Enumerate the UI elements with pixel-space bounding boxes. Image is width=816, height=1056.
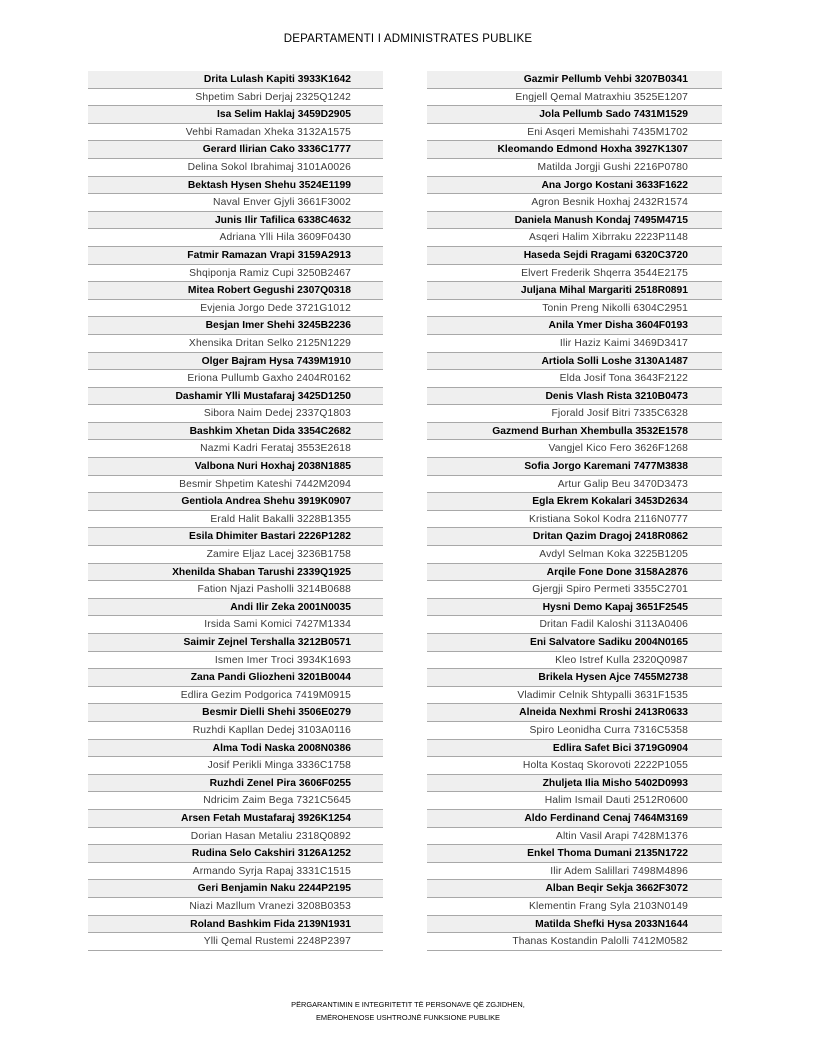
list-item: Altin Vasil Arapi 7428M1376 <box>427 828 722 846</box>
list-item: Irsida Sami Komici 7427M1334 <box>88 616 383 634</box>
list-item: Vladimir Celnik Shtypalli 3631F1535 <box>427 687 722 705</box>
list-item: Drita Lulash Kapiti 3933K1642 <box>88 71 383 89</box>
list-item: Mitea Robert Gegushi 2307Q0318 <box>88 282 383 300</box>
list-item: Sibora Naim Dedej 2337Q1803 <box>88 405 383 423</box>
list-item: Dashamir Ylli Mustafaraj 3425D1250 <box>88 388 383 406</box>
list-item: Matilda Jorgji Gushi 2216P0780 <box>427 159 722 177</box>
list-item: Gazmir Pellumb Vehbi 3207B0341 <box>427 71 722 89</box>
list-item: Fation Njazi Pasholli 3214B0688 <box>88 581 383 599</box>
list-item: Asqeri Halim Xibrraku 2223P1148 <box>427 229 722 247</box>
list-item: Edlira Gezim Podgorica 7419M0915 <box>88 687 383 705</box>
list-item: Elda Josif Tona 3643F2122 <box>427 370 722 388</box>
list-item: Xhenilda Shaban Tarushi 2339Q1925 <box>88 564 383 582</box>
list-item: Anila Ymer Disha 3604F0193 <box>427 317 722 335</box>
list-item: Alban Beqir Sekja 3662F3072 <box>427 880 722 898</box>
list-item: Sofia Jorgo Karemani 7477M3838 <box>427 458 722 476</box>
list-item: Ismen Imer Troci 3934K1693 <box>88 652 383 670</box>
list-item: Eni Asqeri Memishahi 7435M1702 <box>427 124 722 142</box>
list-item: Vehbi Ramadan Xheka 3132A1575 <box>88 124 383 142</box>
list-item: Kristiana Sokol Kodra 2116N0777 <box>427 511 722 529</box>
list-item: Brikela Hysen Ajce 7455M2738 <box>427 669 722 687</box>
list-item: Naval Enver Gjyli 3661F3002 <box>88 194 383 212</box>
list-item: Edlira Safet Bici 3719G0904 <box>427 740 722 758</box>
list-item: Evjenia Jorgo Dede 3721G1012 <box>88 300 383 318</box>
list-item: Holta Kostaq Skorovoti 2222P1055 <box>427 757 722 775</box>
list-item: Ana Jorgo Kostani 3633F1622 <box>427 177 722 195</box>
list-item: Arsen Fetah Mustafaraj 3926K1254 <box>88 810 383 828</box>
list-item: Ruzhdi Kapllan Dedej 3103A0116 <box>88 722 383 740</box>
list-item: Fjorald Josif Bitri 7335C6328 <box>427 405 722 423</box>
footer-line-1: PËRGARANTIMIN E INTEGRITETIT TË PERSONAVE QË ZGJIDHEN, <box>291 1000 525 1009</box>
list-item: Ilir Haziz Kaimi 3469D3417 <box>427 335 722 353</box>
list-item: Esila Dhimiter Bastari 2226P1282 <box>88 528 383 546</box>
list-item: Zamire Eljaz Lacej 3236B1758 <box>88 546 383 564</box>
list-item: Eni Salvatore Sadiku 2004N0165 <box>427 634 722 652</box>
list-item: Zana Pandi Gliozheni 3201B0044 <box>88 669 383 687</box>
list-item: Besmir Shpetim Kateshi 7442M2094 <box>88 476 383 494</box>
list-item: Artur Galip Beu 3470D3473 <box>427 476 722 494</box>
list-item: Avdyl Selman Koka 3225B1205 <box>427 546 722 564</box>
list-item: Shqiponja Ramiz Cupi 3250B2467 <box>88 265 383 283</box>
list-item: Arqile Fone Done 3158A2876 <box>427 564 722 582</box>
list-item: Armando Syrja Rapaj 3331C1515 <box>88 863 383 881</box>
list-item: Rudina Selo Cakshiri 3126A1252 <box>88 845 383 863</box>
list-item: Gazmend Burhan Xhembulla 3532E1578 <box>427 423 722 441</box>
list-item: Ndricim Zaim Bega 7321C5645 <box>88 792 383 810</box>
list-item: Shpetim Sabri Derjaj 2325Q1242 <box>88 89 383 107</box>
list-item: Besmir Dielli Shehi 3506E0279 <box>88 704 383 722</box>
list-item: Eriona Pullumb Gaxho 2404R0162 <box>88 370 383 388</box>
list-item: Daniela Manush Kondaj 7495M4715 <box>427 212 722 230</box>
list-item: Hysni Demo Kapaj 3651F2545 <box>427 599 722 617</box>
list-item: Aldo Ferdinand Cenaj 7464M3169 <box>427 810 722 828</box>
list-item: Delina Sokol Ibrahimaj 3101A0026 <box>88 159 383 177</box>
list-item: Josif Perikli Minga 3336C1758 <box>88 757 383 775</box>
list-item: Kleomando Edmond Hoxha 3927K1307 <box>427 141 722 159</box>
list-item: Ylli Qemal Rustemi 2248P2397 <box>88 933 383 951</box>
list-item: Roland Bashkim Fida 2139N1931 <box>88 916 383 934</box>
list-item: Gentiola Andrea Shehu 3919K0907 <box>88 493 383 511</box>
list-item: Jola Pellumb Sado 7431M1529 <box>427 106 722 124</box>
list-item: Erald Halit Bakalli 3228B1355 <box>88 511 383 529</box>
list-item: Enkel Thoma Dumani 2135N1722 <box>427 845 722 863</box>
list-item: Matilda Shefki Hysa 2033N1644 <box>427 916 722 934</box>
list-item: Junis Ilir Tafilica 6338C4632 <box>88 212 383 230</box>
list-item: Besjan Imer Shehi 3245B2236 <box>88 317 383 335</box>
list-item: Elvert Frederik Shqerra 3544E2175 <box>427 265 722 283</box>
list-item: Thanas Kostandin Palolli 7412M0582 <box>427 933 722 951</box>
footer-line-2: EMËROHENOSE USHTROJNË FUNKSIONE PUBLIKE <box>316 1012 500 1022</box>
list-item: Spiro Leonidha Curra 7316C5358 <box>427 722 722 740</box>
list-item: Kleo Istref Kulla 2320Q0987 <box>427 652 722 670</box>
list-item: Olger Bajram Hysa 7439M1910 <box>88 353 383 371</box>
list-item: Dritan Qazim Dragoj 2418R0862 <box>427 528 722 546</box>
page-title: DEPARTAMENTI I ADMINISTRATES PUBLIKE <box>283 33 533 45</box>
list-item: Alma Todi Naska 2008N0386 <box>88 740 383 758</box>
list-item: Halim Ismail Dauti 2512R0600 <box>427 792 722 810</box>
list-item: Geri Benjamin Naku 2244P2195 <box>88 880 383 898</box>
list-item: Andi Ilir Zeka 2001N0035 <box>88 599 383 617</box>
list-item: Isa Selim Haklaj 3459D2905 <box>88 106 383 124</box>
left-name-list <box>88 71 383 951</box>
list-item: Juljana Mihal Margariti 2518R0891 <box>427 282 722 300</box>
list-item: Saimir Zejnel Tershalla 3212B0571 <box>88 634 383 652</box>
list-item: Gerard Ilirian Cako 3336C1777 <box>88 141 383 159</box>
list-item: Dorian Hasan Metaliu 2318Q0892 <box>88 828 383 846</box>
list-item: Alneida Nexhmi Rroshi 2413R0633 <box>427 704 722 722</box>
list-item: Agron Besnik Hoxhaj 2432R1574 <box>427 194 722 212</box>
list-item: Bektash Hysen Shehu 3524E1199 <box>88 177 383 195</box>
list-item: Engjell Qemal Matraxhiu 3525E1207 <box>427 89 722 107</box>
list-item: Fatmir Ramazan Vrapi 3159A2913 <box>88 247 383 265</box>
list-item: Egla Ekrem Kokalari 3453D2634 <box>427 493 722 511</box>
list-item: Gjergji Spiro Permeti 3355C2701 <box>427 581 722 599</box>
list-item: Ilir Adem Salillari 7498M4896 <box>427 863 722 881</box>
list-item: Ruzhdi Zenel Pira 3606F0255 <box>88 775 383 793</box>
list-item: Zhuljeta Ilia Misho 5402D0993 <box>427 775 722 793</box>
list-item: Denis Vlash Rista 3210B0473 <box>427 388 722 406</box>
list-item: Niazi Mazllum Vranezi 3208B0353 <box>88 898 383 916</box>
list-item: Xhensika Dritan Selko 2125N1229 <box>88 335 383 353</box>
right-name-list <box>427 71 722 951</box>
list-item: Haseda Sejdi Rragami 6320C3720 <box>427 247 722 265</box>
list-item: Vangjel Kico Fero 3626F1268 <box>427 440 722 458</box>
list-item: Artiola Solli Loshe 3130A1487 <box>427 353 722 371</box>
list-item: Adriana Ylli Hila 3609F0430 <box>88 229 383 247</box>
list-item: Dritan Fadil Kaloshi 3113A0406 <box>427 616 722 634</box>
footer <box>0 999 816 1024</box>
list-item: Valbona Nuri Hoxhaj 2038N1885 <box>88 458 383 476</box>
list-item: Bashkim Xhetan Dida 3354C2682 <box>88 423 383 441</box>
list-item: Klementin Frang Syla 2103N0149 <box>427 898 722 916</box>
list-item: Nazmi Kadri Ferataj 3553E2618 <box>88 440 383 458</box>
list-item: Tonin Preng Nikolli 6304C2951 <box>427 300 722 318</box>
